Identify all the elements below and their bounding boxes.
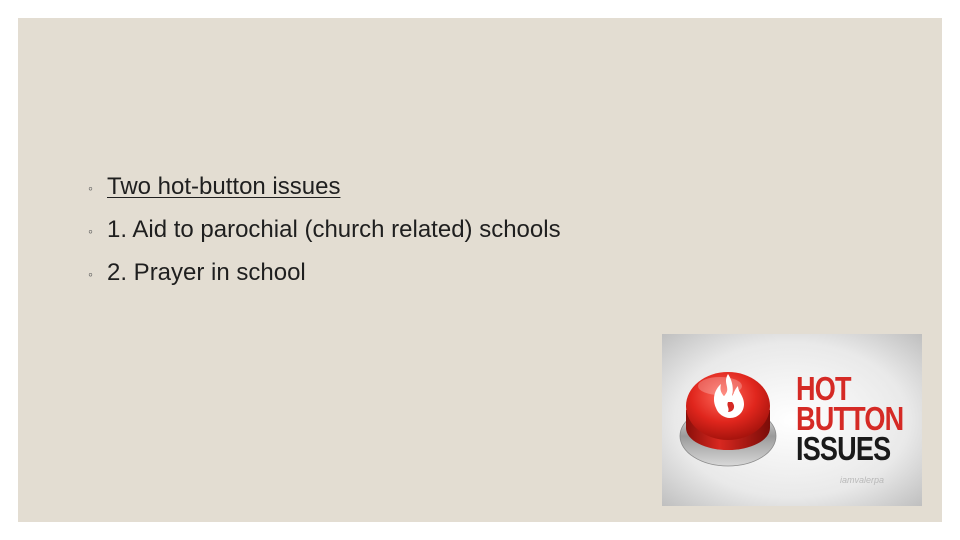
bullet-text: Two hot-button issues	[107, 173, 341, 200]
bullet-list	[88, 172, 561, 301]
bullet-item	[88, 215, 561, 258]
hot-text: HOT	[796, 370, 851, 407]
hot-button-issues-image	[662, 334, 922, 506]
watermark-text: iamvalerpa	[840, 475, 885, 485]
bullet-marker: ◦	[88, 266, 93, 282]
bullet-marker: ◦	[88, 180, 93, 196]
bullet-item	[88, 172, 561, 215]
bullet-item	[88, 258, 561, 301]
button-text: BUTTON	[796, 400, 904, 437]
bullet-marker: ◦	[88, 223, 93, 239]
bullet-text: 1. Aid to parochial (church related) schools	[107, 216, 561, 243]
slide	[18, 18, 942, 522]
bullet-text: 2. Prayer in school	[107, 259, 306, 286]
issues-text: ISSUES	[796, 430, 891, 467]
